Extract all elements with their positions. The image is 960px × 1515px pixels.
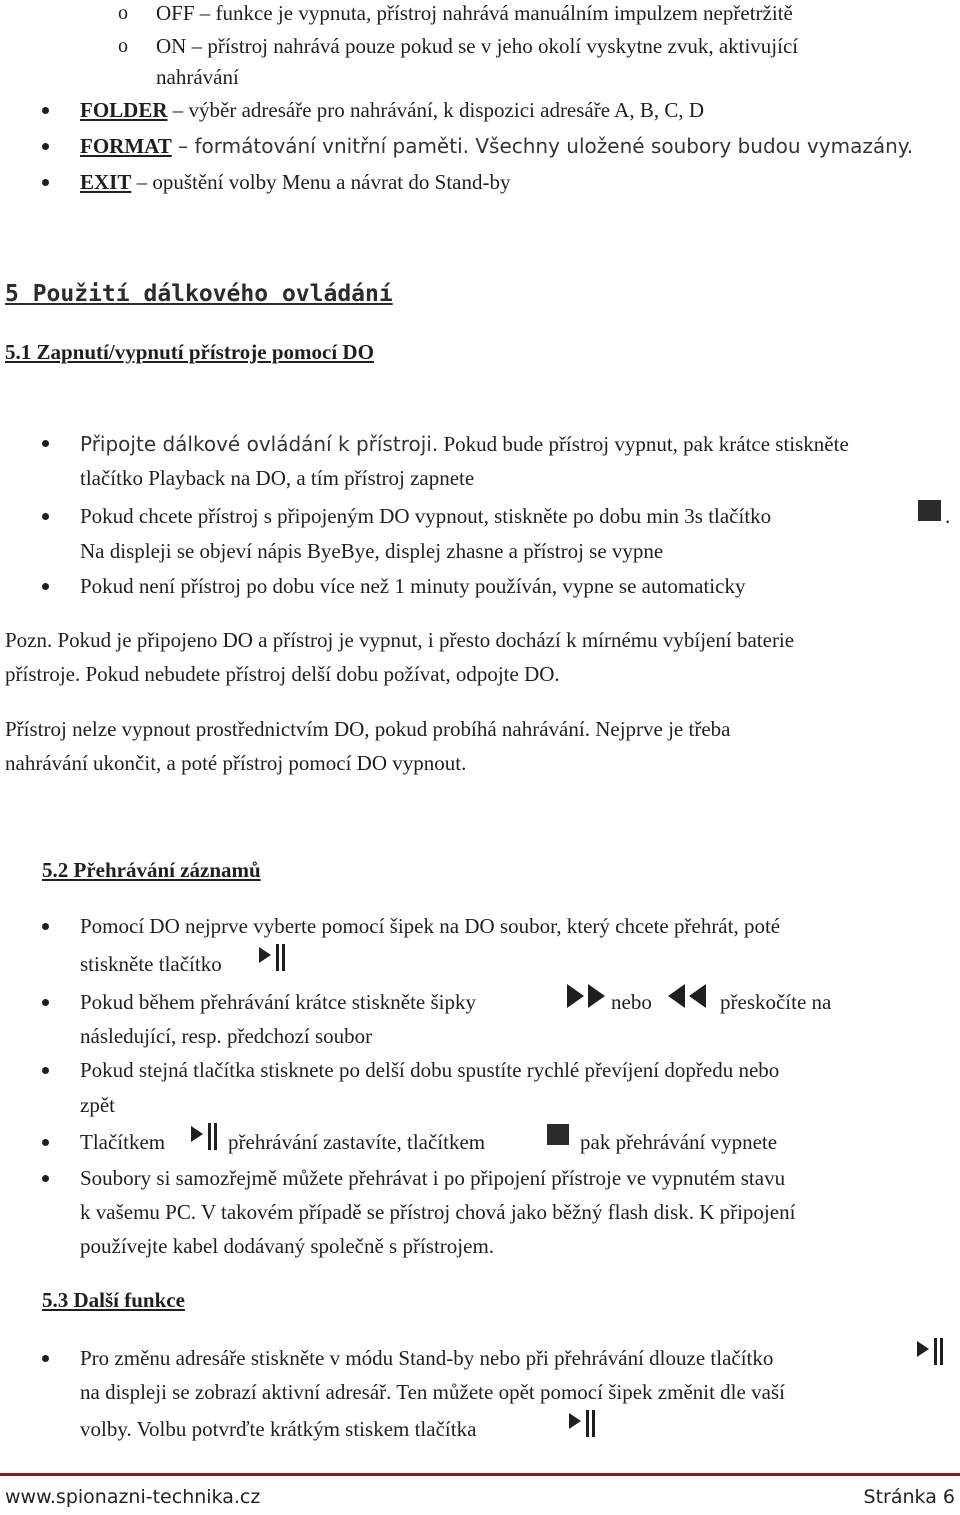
option-on-cont: nahrávání xyxy=(156,65,239,89)
bullet xyxy=(42,179,49,186)
paragraph-line: nebo xyxy=(611,990,652,1014)
bullet xyxy=(42,1175,49,1182)
footer-website: www.spionazni-technika.cz xyxy=(5,1486,261,1508)
play-pause-icon xyxy=(916,1337,946,1367)
option-off: OFF – funkce je vypnuta, přístroj nahrává manuálním impulzem nepřetržitě xyxy=(156,1,793,25)
subsection-heading-5-2: 5.2 Přehrávání záznamů xyxy=(42,858,261,882)
forward-arrows-icon xyxy=(566,983,608,1011)
bullet xyxy=(42,583,49,590)
menu-item-folder: FOLDER – výběr adresáře pro nahrávání, k dispozici adresáře A, B, C, D xyxy=(80,98,704,122)
paragraph-line: Pokud stejná tlačítka stisknete po delší dobu spustíte rychlé převíjení dopředu nebo xyxy=(80,1058,780,1082)
paragraph-line: přístroje. Pokud nebudete přístroj delší dobu požívat, odpojte DO. xyxy=(5,662,560,686)
sub-bullet: o xyxy=(118,35,128,57)
play-pause-icon xyxy=(190,1122,220,1152)
paragraph-line: Pokud není přístroj po dobu více než 1 minuty používán, vypne se automaticky xyxy=(80,574,746,598)
footer-page-number: Stránka 6 xyxy=(863,1486,955,1508)
backward-arrows-icon xyxy=(666,983,708,1011)
paragraph-line: Na displeji se objeví nápis ByeBye, displej zhasne a přístroj se vypne xyxy=(80,539,664,563)
paragraph-line: stiskněte tlačítko xyxy=(80,952,222,976)
paragraph-line: zpět xyxy=(80,1093,115,1117)
paragraph-line: přeskočíte na xyxy=(720,990,832,1014)
bullet xyxy=(42,1355,49,1362)
footer-rule xyxy=(0,1473,960,1476)
play-pause-icon xyxy=(258,943,288,973)
bullet xyxy=(42,440,49,447)
subsection-heading-5-3: 5.3 Další funkce xyxy=(42,1288,185,1312)
paragraph-line: . xyxy=(945,504,951,528)
section-heading: 5 Použití dálkového ovládání xyxy=(5,281,393,307)
paragraph-line: k vašemu PC. V takovém případě se přístroj chová jako běžný flash disk. K připojení xyxy=(80,1200,796,1224)
bullet xyxy=(42,513,49,520)
paragraph-line: volby. Volbu potvrďte krátkým stiskem tlačítka xyxy=(80,1417,477,1441)
bullet xyxy=(42,999,49,1006)
subsection-heading-5-1: 5.1 Zapnutí/vypnutí přístroje pomocí DO xyxy=(5,340,374,364)
paragraph-line: na displeji se zobrazí aktivní adresář. Ten můžete opět pomocí šipek změnit dle vaší xyxy=(80,1380,785,1404)
paragraph-line: Soubory si samozřejmě můžete přehrávat i po připojení přístroje ve vypnutém stavu xyxy=(80,1166,786,1190)
paragraph-line: přehrávání zastavíte, tlačítkem xyxy=(228,1130,486,1154)
paragraph-line: nahrávání ukončit, a poté přístroj pomocí DO vypnout. xyxy=(5,751,467,775)
stop-icon xyxy=(918,500,941,521)
paragraph-line: následující, resp. předchozí soubor xyxy=(80,1024,373,1048)
paragraph-line: Tlačítkem xyxy=(80,1130,166,1154)
bullet xyxy=(42,143,49,150)
paragraph-line: Pokud chcete přístroj s připojeným DO vypnout, stiskněte po dobu min 3s tlačítko xyxy=(80,504,772,528)
bullet xyxy=(42,107,49,114)
paragraph-line: Pozn. Pokud je připojeno DO a přístroj je vypnut, i přesto dochází k mírnému vybíjení baterie xyxy=(5,628,795,652)
stop-icon xyxy=(547,1124,569,1145)
paragraph-line: Pomocí DO nejprve vyberte pomocí šipek na DO soubor, který chcete přehrát, poté xyxy=(80,914,781,938)
play-pause-icon xyxy=(568,1409,598,1439)
paragraph-line: tlačítko Playback na DO, a tím přístroj zapnete xyxy=(80,466,475,490)
paragraph-line: Připojte dálkové ovládání k přístroji. Pokud bude přístroj vypnut, pak krátce stiskněte xyxy=(80,432,849,456)
sub-bullet: o xyxy=(118,2,128,24)
bullet xyxy=(42,1139,49,1146)
option-on: ON – přístroj nahrává pouze pokud se v jeho okolí vyskytne zvuk, aktivující xyxy=(156,34,799,58)
paragraph-line: Přístroj nelze vypnout prostřednictvím DO, pokud probíhá nahrávání. Nejprve je třeba xyxy=(5,717,731,741)
menu-item-format: FORMAT – formátování vnitřní paměti. Všechny uložené soubory budou vymazány. xyxy=(80,134,914,158)
bullet xyxy=(42,923,49,930)
bullet xyxy=(42,1067,49,1074)
paragraph-line: Pro změnu adresáře stiskněte v módu Stand-by nebo při přehrávání dlouze tlačítko xyxy=(80,1346,774,1370)
menu-item-exit: EXIT – opuštění volby Menu a návrat do Stand-by xyxy=(80,170,511,194)
paragraph-line: pak přehrávání vypnete xyxy=(580,1130,778,1154)
paragraph-line: Pokud během přehrávání krátce stiskněte šipky xyxy=(80,990,476,1014)
paragraph-line: používejte kabel dodávaný společně s přístrojem. xyxy=(80,1234,495,1258)
